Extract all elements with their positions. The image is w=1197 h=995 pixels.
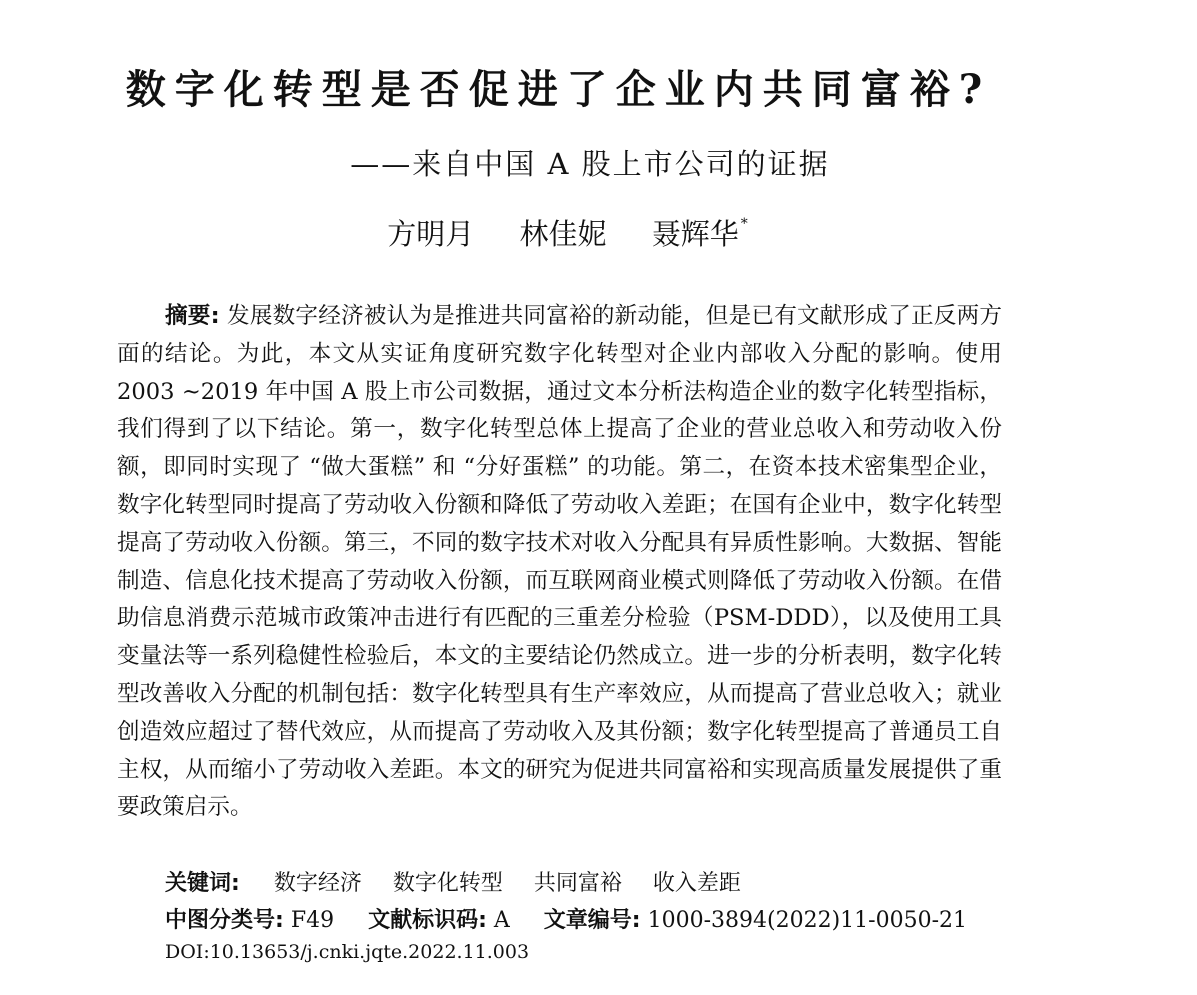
author-name: 方明月 xyxy=(387,217,475,251)
doc-code-label: 文献标识码: xyxy=(368,908,487,933)
author-list xyxy=(0,212,1117,253)
clc-value: F49 xyxy=(290,908,335,933)
keyword: 共同富裕 xyxy=(533,871,622,896)
classification-row xyxy=(165,903,967,934)
paper-subtitle: ——来自中国 A 股上市公司的证据 xyxy=(350,147,830,181)
article-number-label: 文章编号: xyxy=(543,908,641,933)
doi: DOI:10.13653/j.cnki.jqte.2022.11.003 xyxy=(165,941,530,963)
author-name: 聂辉华 xyxy=(651,217,739,251)
keyword: 收入差距 xyxy=(652,871,741,896)
abstract xyxy=(117,298,1002,827)
keyword: 数字经济 xyxy=(273,871,362,896)
keywords-label: 关键词: xyxy=(165,871,240,896)
paper-title: 数字化转型是否促进了企业内共同富裕? xyxy=(125,66,992,113)
abstract-label: 摘要: xyxy=(165,303,220,329)
article-number-value: 1000-3894(2022)11-0050-21 xyxy=(647,908,968,933)
doc-code-value: A xyxy=(493,908,510,933)
author-name: 林佳妮 xyxy=(519,217,607,251)
abstract-text: 发展数字经济被认为是推进共同富裕的新动能，但是已有文献形成了正反两方面的结论。为此，本文从实证角度研究数字化转型对企业内部收入分配的影响。使用 2003 ~2019 年中国 A 股上市公司数据，通过文本分析法构造企业的数字化转型指标，我们得到了以下结论。第一，数字化转型总体上提高了企业的营业总收入和劳动收入份额，即同时实现了 “做大蛋糕” 和 “分好蛋糕” 的功能。第二，在资本技术密集型企业，数字化转型同时提高了劳动收入份额和降低了劳动收入差距；在国有企业中，数字化转型提高了劳动收入份额。第三，不同的数字技术对收入分配具有异质性影响。大数据、智能制造、信息化技术提高了劳动收入份额，而互联网商业模式则降低了劳动收入份额。在借助信息消费示范城市政策冲击进行有匹配的三重差分检验（PSM-DDD），以及使用工具变量法等一系列稳健性检验后，本文的主要结论仍然成立。进一步的分析表明，数字化转型改善收入分配的机制包括：数字化转型具有生产率效应，从而提高了营业总收入；就业创造效应超过了替代效应，从而提高了劳动收入及其份额；数字化转型提高了普通员工自主权，从而缩小了劳动收入差距。本文的研究为促进共同富裕和实现高质量发展提供了重要政策启示。 xyxy=(117,303,1002,821)
keyword: 数字化转型 xyxy=(392,871,503,896)
corresponding-author-mark: * xyxy=(740,216,748,232)
clc-label: 中图分类号: xyxy=(165,908,284,933)
keywords-row xyxy=(165,866,765,897)
